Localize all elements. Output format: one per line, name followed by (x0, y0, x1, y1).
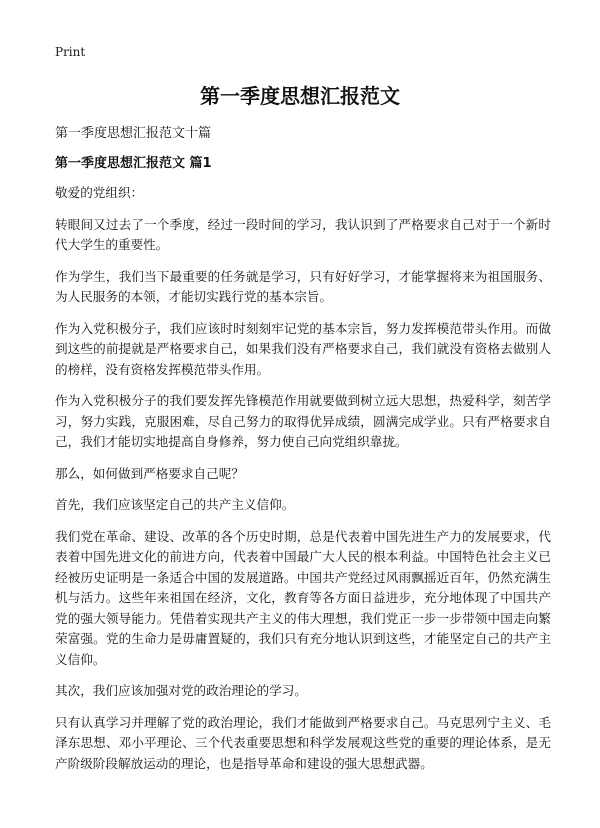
paragraph: 其次，我们应该加强对党的政治理论的学习。 (55, 683, 307, 698)
document-title: 第一季度思想汇报范文 (200, 84, 400, 108)
paragraph: 作为入党积极分子，我们应该时时刻刻牢记党的基本宗旨，努力发挥模范带头作用。而做到这些的前提就是严格要求自己，如果我们没有严格要求自己，我们就没有资格去做别人的榜样，没有资格发挥模范带头作用。 (55, 320, 551, 377)
document-body (55, 183, 551, 785)
print-link[interactable]: Print (55, 45, 86, 59)
paragraph: 作为入党积极分子的我们要发挥先锋模范作用就要做到树立远大思想，热爱科学，刻苦学习，努力实践，克服困难，尽自己努力的取得优异成绩，圆满完成学业。只有严格要求自己，我们才能切实地提高自身修养，努力使自己向党组织靠拢。 (55, 393, 551, 449)
paragraph: 转眼间又过去了一个季度，经过一段时间的学习，我认识到了严格要求自己对于一个新时代大学生的重要性。 (55, 216, 551, 252)
document-subtitle: 第一季度思想汇报范文十篇 (55, 126, 212, 141)
section-heading: 第一季度思想汇报范文 篇1 (55, 156, 212, 171)
paragraph: 我们党在革命、建设、改革的各个历史时期，总是代表着中国先进生产力的发展要求，代表着中国先进文化的前进方向，代表着中国最广大人民的根本利益。中国特色社会主义已经被历史证明是一条适合中国的发展道路。中国共产党经过风雨飘摇近百年，仍然充满生机与活力。这些年来祖国在经济，文化，教育等各方面日益进步，充分地体现了中国共产党的强大领导能力。凭借着实现共产主义的伟大理想，我们党正一步一步带领中国走向繁荣富强。党的生命力是毋庸置疑的，我们只有充分地认识到这些，才能坚定自己的共产主义信仰。 (55, 528, 551, 667)
paragraph: 首先，我们应该坚定自己的共产主义信仰。 (55, 497, 295, 512)
paragraph: 那么，如何做到严格要求自己呢？ (55, 465, 244, 481)
paragraph-salutation: 敬爱的党组织： (55, 185, 144, 200)
paragraph: 作为学生，我们当下最重要的任务就是学习，只有好好学习，才能掌握将来为祖国服务、为人民服务的本领，才能切实践行党的基本宗旨。 (55, 268, 551, 304)
paragraph: 只有认真学习并理解了党的政治理论，我们才能做到严格要求自己。马克思列宁主义、毛泽东思想、邓小平理论、三个代表重要思想和科学发展观这些党的重要的理论体系，是无产阶级阶段解放运动的理论，也是指导革命和建设的强大思想武器。 (55, 714, 551, 771)
